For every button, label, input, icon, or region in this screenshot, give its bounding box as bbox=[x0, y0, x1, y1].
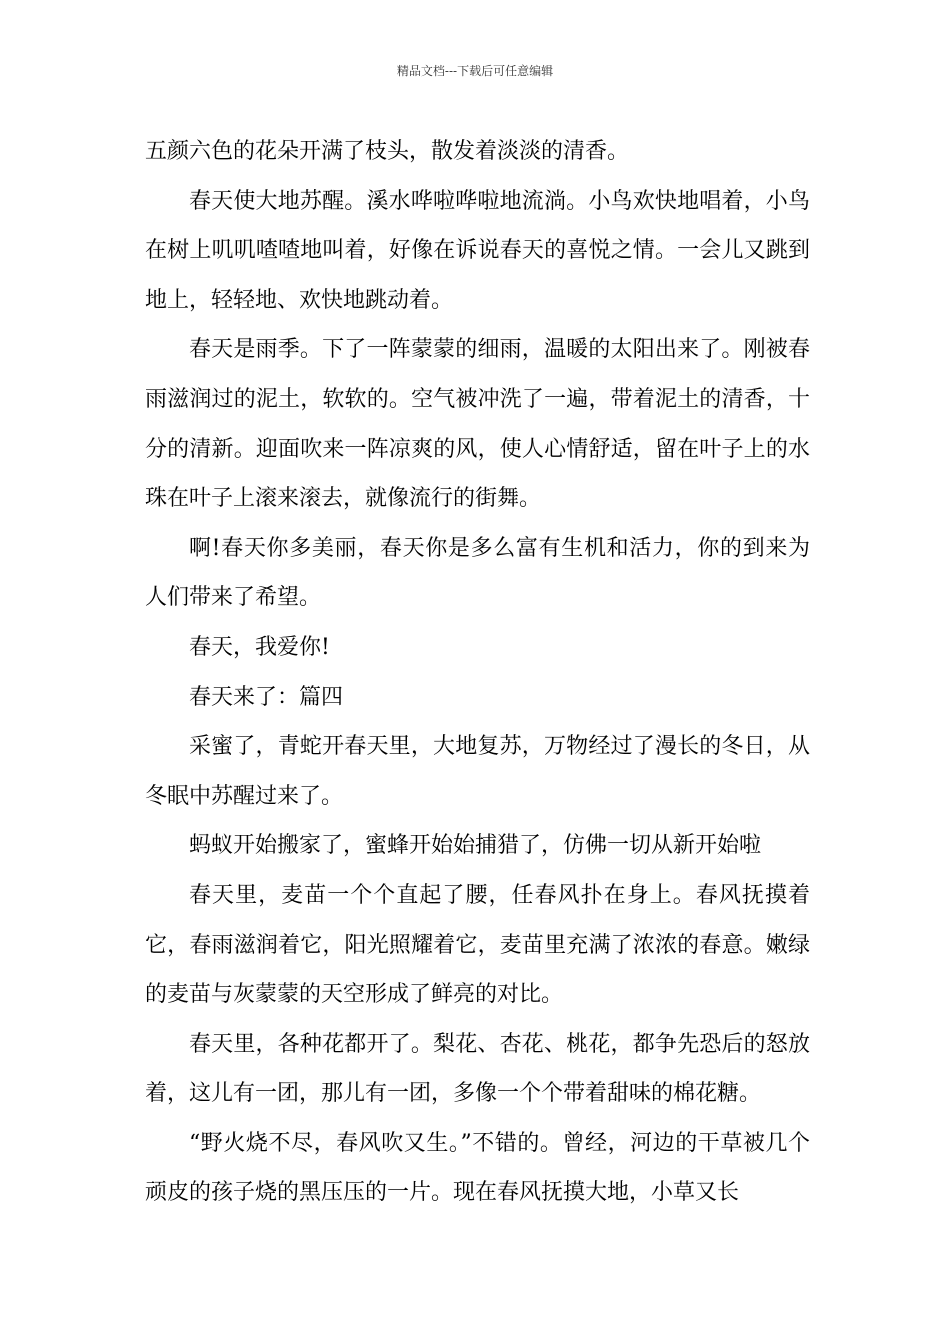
paragraph: 五颜六色的花朵开满了枝头，散发着淡淡的清香。 bbox=[145, 139, 630, 164]
paragraph: 春天里，各种花都开了。梨花、杏花、桃花，都争先恐后的怒放着，这儿有一团，那儿有一团，多像一个个带着甜味的棉花糖。 bbox=[145, 1031, 810, 1107]
paragraph: “野火烧不尽，春风吹又生。”不错的。曾经，河边的干草被几个顽皮的孩子烧的黑压压的一片。现在春风抚摸大地，小草又长 bbox=[145, 1130, 810, 1206]
paragraph: 春天，我爱你! bbox=[189, 634, 330, 660]
paragraph: 春天里，麦苗一个个直起了腰，任春风扑在身上。春风抚摸着它，春雨滋润着它，阳光照耀着它，麦苗里充满了浓浓的春意。嫩绿的麦苗与灰蒙蒙的天空形成了鲜亮的对比。 bbox=[145, 882, 810, 1008]
paragraph: 啊!春天你多美丽，春天你是多么富有生机和活力，你的到来为人们带来了希望。 bbox=[145, 535, 810, 611]
document-body bbox=[145, 127, 810, 1218]
paragraph: 蚂蚁开始搬家了，蜜蜂开始始捕猎了，仿佛一切从新开始啦 bbox=[189, 833, 762, 859]
paragraph: 采蜜了，青蛇开春天里，大地复苏，万物经过了漫长的冬日，从冬眠中苏醒过来了。 bbox=[145, 734, 810, 809]
section-heading: 春天来了：篇四 bbox=[189, 684, 344, 710]
paragraph: 春天是雨季。下了一阵蒙蒙的细雨，温暖的太阳出来了。刚被春雨滋润过的泥土，软软的。空气被冲洗了一遍，带着泥土的清香，十分的清新。迎面吹来一阵凉爽的风，使人心情舒适，留在叶子上的水珠在叶子上滚来滚去，就像流行的街舞。 bbox=[145, 337, 810, 512]
page-header: 精品文档---下载后可任意编辑 bbox=[396, 64, 554, 78]
paragraph: 春天使大地苏醒。溪水哗啦哗啦地流淌。小鸟欢快地唱着，小鸟在树上叽叽喳喳地叫着，好像在诉说春天的喜悦之情。一会儿又跳到地上，轻轻地、欢快地跳动着。 bbox=[145, 188, 810, 313]
